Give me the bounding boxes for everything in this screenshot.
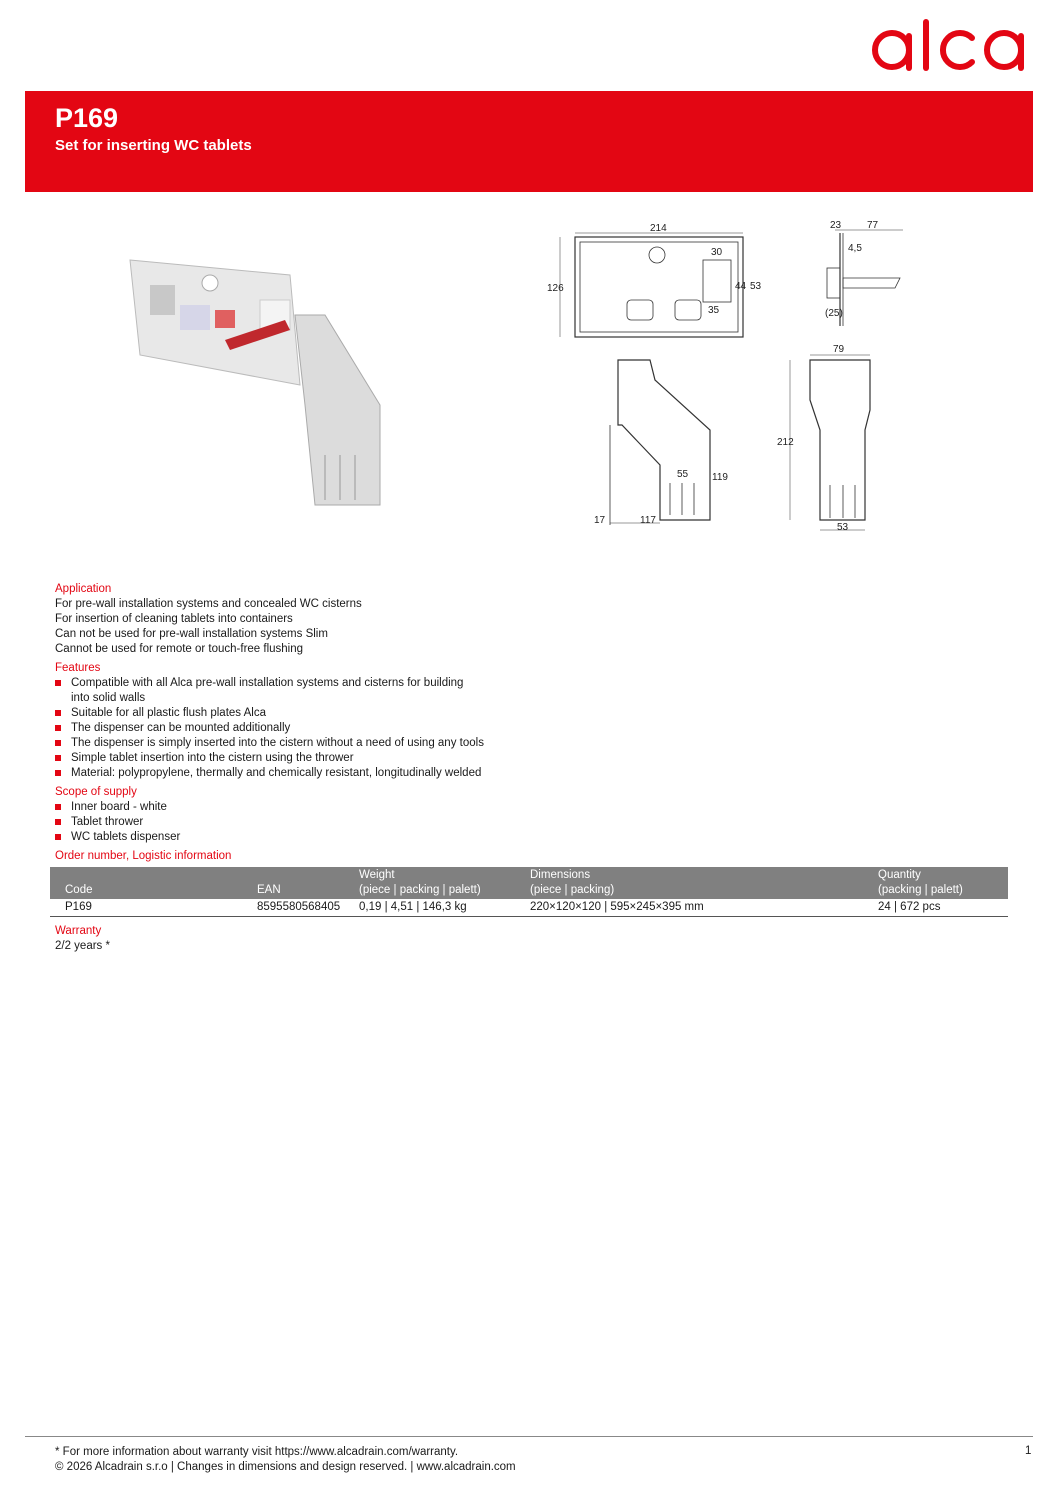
features-title: Features	[55, 662, 101, 674]
th-dimensions: Dimensions (piece | packing)	[530, 867, 878, 899]
footer-divider	[25, 1436, 1033, 1437]
features-item: The dispenser can be mounted additionally	[55, 721, 1015, 736]
product-code: P169	[55, 103, 119, 133]
scope-title: Scope of supply	[55, 786, 137, 798]
warranty-title: Warranty	[55, 925, 102, 937]
dim-53-bottom: 53	[837, 522, 849, 533]
application-line: Cannot be used for remote or touch-free flushing	[55, 643, 304, 655]
features-item: Simple tablet insertion into the cistern using the thrower	[55, 751, 1015, 766]
content	[55, 578, 1015, 864]
th-weight: Weight (piece | packing | palett)	[359, 867, 530, 899]
dim-30: 30	[711, 247, 723, 258]
dim-79: 79	[833, 344, 845, 355]
dim-55: 55	[677, 469, 689, 480]
dim-77: 77	[867, 220, 879, 231]
application-line: For pre-wall installation systems and concealed WC cisterns	[55, 598, 362, 610]
dim-212: 212	[777, 437, 794, 448]
features-item: Suitable for all plastic flush plates Alca	[55, 706, 1015, 721]
cell-dimensions: 220×120×120 | 595×245×395 mm	[530, 899, 878, 917]
dim-17: 17	[594, 515, 606, 526]
warranty-value: 2/2 years *	[55, 940, 110, 952]
drawing-side-detail	[815, 218, 910, 328]
alca-logo	[868, 18, 1038, 76]
application-title: Application	[55, 583, 112, 595]
drawing-front-view	[590, 355, 730, 530]
features-item: The dispenser is simply inserted into the cistern without a need of using any tools	[55, 736, 1015, 751]
dim-117: 117	[640, 515, 656, 526]
warranty-block	[55, 920, 110, 954]
scope-item: WC tablets dispenser	[55, 830, 1015, 845]
dim-44: 44	[735, 281, 747, 292]
dim-53: 53	[750, 281, 762, 292]
dim-23: 23	[830, 220, 842, 231]
th-ean: EAN	[257, 867, 359, 899]
features-list	[55, 676, 1015, 781]
features-item: Material: polypropylene, thermally and chemically resistant, longitudinally welded	[55, 766, 1015, 781]
dim-4-5: 4,5	[848, 243, 862, 254]
footer-warranty-note: * For more information about warranty visit https://www.alcadrain.com/warranty.	[55, 1446, 459, 1458]
application-line: For insertion of cleaning tablets into containers	[55, 613, 293, 625]
page-number: 1	[1025, 1445, 1032, 1457]
th-code: Code	[50, 867, 257, 899]
cell-code: P169	[50, 899, 257, 917]
product-subtitle: Set for inserting WC tablets	[55, 137, 252, 154]
drawing-side-view	[775, 340, 900, 535]
dim-35: 35	[708, 305, 720, 316]
dim-126: 126	[547, 283, 564, 294]
title-banner	[25, 91, 1033, 192]
table-row	[50, 899, 1008, 917]
dim-214: 214	[650, 223, 667, 234]
dim-119: 119	[712, 472, 728, 483]
scope-item: Inner board - white	[55, 800, 1015, 815]
product-photo	[115, 255, 405, 525]
footer-copyright: © 2026 Alcadrain s.r.o | Changes in dimensions and design reserved. | www.alcadrain.com	[55, 1461, 516, 1473]
scope-list	[55, 800, 1015, 845]
footer	[55, 1445, 516, 1475]
th-quantity: Quantity (packing | palett)	[878, 867, 1008, 899]
scope-item: Tablet thrower	[55, 815, 1015, 830]
dim-25: (25)	[825, 308, 843, 319]
cell-quantity: 24 | 672 pcs	[878, 899, 1008, 917]
features-item: Compatible with all Alca pre-wall installation systems and cisterns for building into solid walls	[55, 676, 1015, 706]
order-title: Order number, Logistic information	[55, 850, 232, 862]
cell-weight: 0,19 | 4,51 | 146,3 kg	[359, 899, 530, 917]
drawing-top-view	[545, 215, 775, 345]
order-table	[50, 867, 1008, 917]
cell-ean: 8595580568405	[257, 899, 359, 917]
application-line: Can not be used for pre-wall installation systems Slim	[55, 628, 328, 640]
